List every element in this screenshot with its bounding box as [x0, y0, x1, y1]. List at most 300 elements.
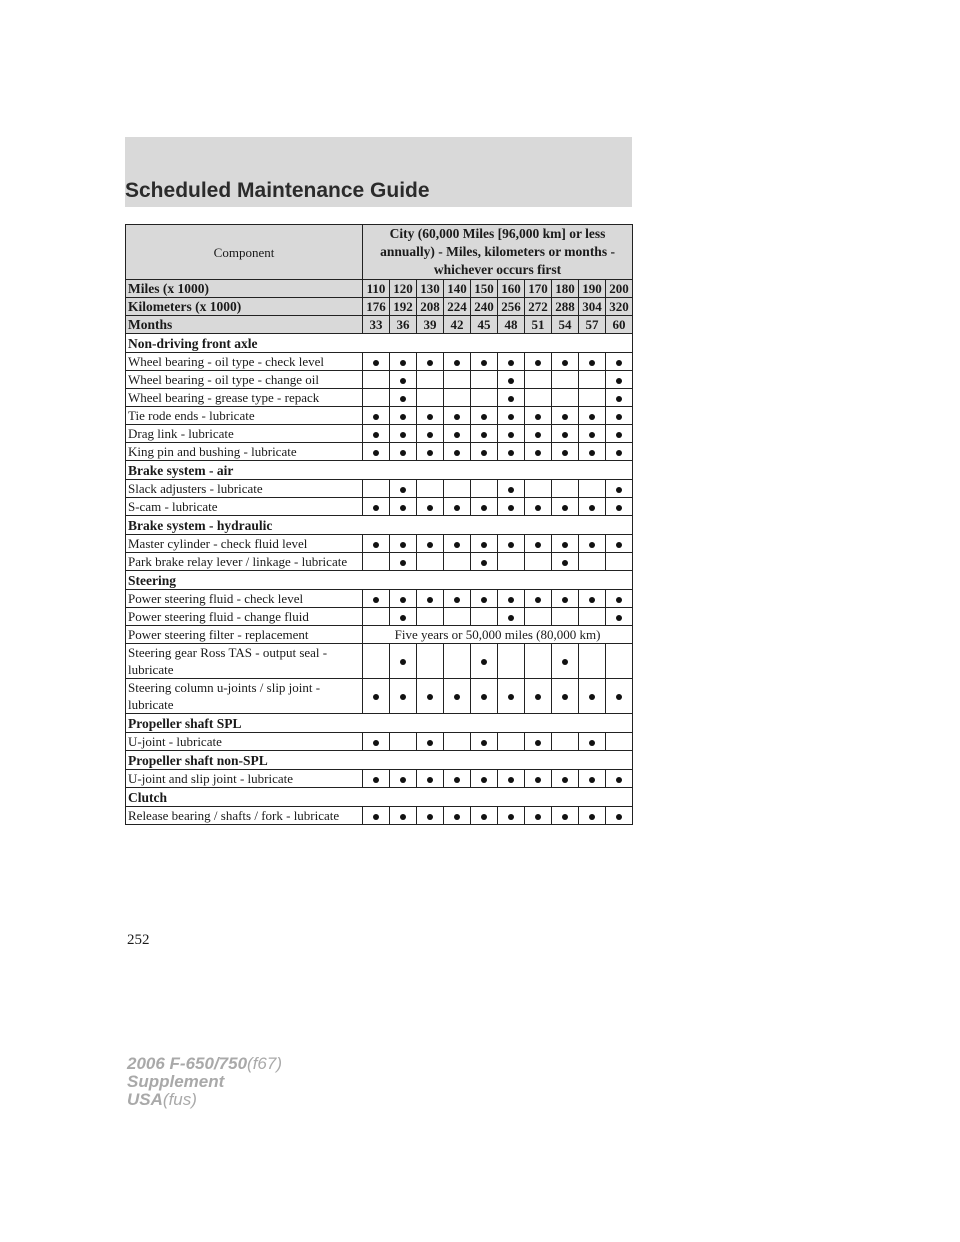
bullet-icon: [454, 450, 460, 456]
schedule-cell: [417, 371, 444, 389]
schedule-cell: [498, 733, 525, 751]
schedule-cell: [444, 498, 471, 516]
item-label: Steering gear Ross TAS - output seal - lubricate: [126, 644, 363, 679]
bullet-icon: [535, 450, 541, 456]
bullet-icon: [373, 740, 379, 746]
section-title: Propeller shaft SPL: [126, 714, 633, 733]
kilometers-value: 256: [498, 298, 525, 316]
section-row: [126, 334, 633, 353]
footer-region-code: (fus): [162, 1090, 197, 1109]
item-label: Steering column u-joints / slip joint - lubricate: [126, 679, 363, 714]
bullet-icon: [400, 777, 406, 783]
schedule-cell: [471, 733, 498, 751]
item-label: Drag link - lubricate: [126, 425, 363, 443]
schedule-cell: [552, 498, 579, 516]
schedule-cell: [363, 407, 390, 425]
bullet-icon: [454, 505, 460, 511]
schedule-cell: [579, 480, 606, 498]
schedule-cell: [579, 407, 606, 425]
schedule-cell: [498, 590, 525, 608]
schedule-cell: [552, 608, 579, 626]
bullet-icon: [616, 615, 622, 621]
kilometers-value: 272: [525, 298, 552, 316]
bullet-icon: [535, 740, 541, 746]
kilometers-value: 240: [471, 298, 498, 316]
schedule-cell: [579, 644, 606, 679]
footer: [127, 1055, 282, 1109]
table-row: [126, 608, 633, 626]
schedule-cell: [471, 807, 498, 825]
bullet-icon: [562, 777, 568, 783]
months-value: 48: [498, 316, 525, 334]
schedule-cell: [525, 679, 552, 714]
table-row: [126, 407, 633, 425]
bullet-icon: [562, 505, 568, 511]
bullet-icon: [535, 597, 541, 603]
kilometers-label: Kilometers (x 1000): [126, 298, 363, 316]
schedule-cell: [390, 679, 417, 714]
bullet-icon: [400, 432, 406, 438]
kilometers-value: 304: [579, 298, 606, 316]
schedule-cell: [363, 807, 390, 825]
schedule-cell: [552, 553, 579, 571]
bullet-icon: [616, 396, 622, 402]
bullet-icon: [454, 360, 460, 366]
schedule-cell: [579, 733, 606, 751]
schedule-cell: [471, 608, 498, 626]
schedule-cell: [417, 644, 444, 679]
schedule-cell: [471, 770, 498, 788]
schedule-cell: [525, 480, 552, 498]
bullet-icon: [616, 487, 622, 493]
schedule-cell: [471, 644, 498, 679]
bullet-icon: [589, 414, 595, 420]
table-row: [126, 770, 633, 788]
schedule-cell: [363, 535, 390, 553]
bullet-icon: [508, 378, 514, 384]
schedule-cell: [525, 807, 552, 825]
schedule-cell: [471, 535, 498, 553]
schedule-cell: [390, 389, 417, 407]
bullet-icon: [400, 505, 406, 511]
bullet-icon: [454, 542, 460, 548]
schedule-cell: [498, 608, 525, 626]
miles-value: 180: [552, 280, 579, 298]
schedule-cell: [498, 770, 525, 788]
schedule-cell: [606, 590, 633, 608]
section-title: Steering: [126, 571, 633, 590]
bullet-icon: [373, 505, 379, 511]
months-value: 54: [552, 316, 579, 334]
schedule-cell: [525, 644, 552, 679]
bullet-icon: [373, 777, 379, 783]
schedule-cell: [390, 770, 417, 788]
schedule-cell: [498, 679, 525, 714]
bullet-icon: [427, 432, 433, 438]
schedule-cell: [606, 553, 633, 571]
schedule-cell: [444, 770, 471, 788]
schedule-cell: [552, 590, 579, 608]
schedule-cell: [363, 371, 390, 389]
bullet-icon: [427, 694, 433, 700]
bullet-icon: [562, 414, 568, 420]
bullet-icon: [373, 414, 379, 420]
schedule-cell: [363, 733, 390, 751]
schedule-cell: [444, 389, 471, 407]
schedule-cell: [363, 590, 390, 608]
schedule-cell: [525, 371, 552, 389]
bullet-icon: [373, 814, 379, 820]
schedule-cell: [390, 733, 417, 751]
bullet-icon: [589, 505, 595, 511]
schedule-cell: [498, 807, 525, 825]
schedule-cell: [552, 644, 579, 679]
bullet-icon: [508, 597, 514, 603]
schedule-cell: [471, 553, 498, 571]
schedule-cell: [606, 353, 633, 371]
table-row: [126, 626, 633, 644]
bullet-icon: [427, 542, 433, 548]
section-row: [126, 751, 633, 770]
schedule-cell: [498, 535, 525, 553]
kilometers-value: 320: [606, 298, 633, 316]
bullet-icon: [589, 814, 595, 820]
bullet-icon: [589, 360, 595, 366]
schedule-cell: [390, 590, 417, 608]
schedule-cell: [417, 679, 444, 714]
bullet-icon: [400, 659, 406, 665]
schedule-cell: [552, 371, 579, 389]
months-value: 33: [363, 316, 390, 334]
bullet-icon: [589, 432, 595, 438]
schedule-cell: [390, 608, 417, 626]
miles-value: 200: [606, 280, 633, 298]
schedule-cell: [498, 644, 525, 679]
schedule-cell: [390, 353, 417, 371]
bullet-icon: [481, 694, 487, 700]
bullet-icon: [454, 814, 460, 820]
bullet-icon: [508, 777, 514, 783]
bullet-icon: [508, 694, 514, 700]
schedule-cell: [417, 480, 444, 498]
bullet-icon: [481, 360, 487, 366]
kilometers-value: 288: [552, 298, 579, 316]
page-number: 252: [127, 932, 150, 948]
section-title: Propeller shaft non-SPL: [126, 751, 633, 770]
bullet-icon: [535, 814, 541, 820]
schedule-cell: [552, 733, 579, 751]
schedule-cell: [498, 407, 525, 425]
bullet-icon: [508, 432, 514, 438]
schedule-cell: [444, 425, 471, 443]
bullet-icon: [616, 378, 622, 384]
bullet-icon: [508, 505, 514, 511]
table-row: [126, 644, 633, 679]
bullet-icon: [400, 414, 406, 420]
bullet-icon: [400, 396, 406, 402]
header-row-city: [126, 225, 633, 280]
bullet-icon: [427, 414, 433, 420]
miles-value: 110: [363, 280, 390, 298]
bullet-icon: [508, 414, 514, 420]
bullet-icon: [400, 542, 406, 548]
bullet-icon: [373, 542, 379, 548]
schedule-cell: [390, 443, 417, 461]
bullet-icon: [589, 740, 595, 746]
schedule-cell: [498, 425, 525, 443]
section-title: Non-driving front axle: [126, 334, 633, 353]
section-row: [126, 714, 633, 733]
table-row: [126, 389, 633, 407]
bullet-icon: [400, 360, 406, 366]
schedule-cell: [471, 389, 498, 407]
table-row: [126, 679, 633, 714]
bullet-icon: [373, 432, 379, 438]
footer-region: USA: [127, 1090, 163, 1109]
bullet-icon: [427, 360, 433, 366]
miles-label: Miles (x 1000): [126, 280, 363, 298]
miles-value: 150: [471, 280, 498, 298]
bullet-icon: [400, 378, 406, 384]
bullet-icon: [616, 360, 622, 366]
item-label: U-joint and slip joint - lubricate: [126, 770, 363, 788]
schedule-cell: [525, 553, 552, 571]
bullet-icon: [427, 450, 433, 456]
schedule-cell: [363, 425, 390, 443]
schedule-cell: [444, 480, 471, 498]
schedule-cell: [417, 608, 444, 626]
schedule-cell: [579, 353, 606, 371]
schedule-cell: [498, 371, 525, 389]
interval-note: Five years or 50,000 miles (80,000 km): [363, 626, 633, 644]
bullet-icon: [535, 360, 541, 366]
miles-value: 140: [444, 280, 471, 298]
bullet-icon: [616, 694, 622, 700]
bullet-icon: [616, 814, 622, 820]
schedule-cell: [417, 733, 444, 751]
schedule-cell: [525, 770, 552, 788]
schedule-cell: [525, 535, 552, 553]
schedule-cell: [417, 590, 444, 608]
schedule-cell: [417, 807, 444, 825]
schedule-cell: [363, 443, 390, 461]
schedule-cell: [444, 553, 471, 571]
bullet-icon: [562, 432, 568, 438]
bullet-icon: [616, 450, 622, 456]
footer-model-code: (f67): [247, 1054, 283, 1073]
schedule-cell: [444, 371, 471, 389]
table-row: [126, 353, 633, 371]
months-row: [126, 316, 633, 334]
bullet-icon: [562, 597, 568, 603]
schedule-cell: [471, 679, 498, 714]
section-title: Brake system - air: [126, 461, 633, 480]
bullet-icon: [373, 450, 379, 456]
schedule-cell: [525, 407, 552, 425]
schedule-cell: [390, 644, 417, 679]
miles-value: 160: [498, 280, 525, 298]
schedule-cell: [525, 498, 552, 516]
kilometers-value: 224: [444, 298, 471, 316]
schedule-cell: [417, 498, 444, 516]
bullet-icon: [400, 450, 406, 456]
schedule-cell: [606, 425, 633, 443]
bullet-icon: [481, 740, 487, 746]
schedule-cell: [498, 389, 525, 407]
schedule-cell: [525, 353, 552, 371]
schedule-cell: [525, 425, 552, 443]
schedule-cell: [606, 807, 633, 825]
schedule-cell: [444, 407, 471, 425]
item-label: Wheel bearing - oil type - check level: [126, 353, 363, 371]
schedule-cell: [363, 480, 390, 498]
schedule-cell: [471, 590, 498, 608]
schedule-cell: [444, 679, 471, 714]
schedule-cell: [390, 480, 417, 498]
schedule-cell: [471, 443, 498, 461]
item-label: Power steering fluid - check level: [126, 590, 363, 608]
schedule-cell: [471, 371, 498, 389]
bullet-icon: [508, 487, 514, 493]
schedule-cell: [444, 353, 471, 371]
miles-row: [126, 280, 633, 298]
schedule-cell: [498, 353, 525, 371]
schedule-cell: [444, 644, 471, 679]
schedule-cell: [552, 770, 579, 788]
table-row: [126, 590, 633, 608]
section-title: Brake system - hydraulic: [126, 516, 633, 535]
schedule-cell: [390, 425, 417, 443]
schedule-cell: [606, 770, 633, 788]
bullet-icon: [562, 814, 568, 820]
schedule-cell: [552, 679, 579, 714]
schedule-cell: [390, 807, 417, 825]
bullet-icon: [454, 777, 460, 783]
kilometers-row: [126, 298, 633, 316]
table-row: [126, 535, 633, 553]
schedule-cell: [417, 353, 444, 371]
schedule-cell: [444, 733, 471, 751]
months-label: Months: [126, 316, 363, 334]
schedule-cell: [363, 498, 390, 516]
miles-value: 120: [390, 280, 417, 298]
schedule-cell: [417, 407, 444, 425]
bullet-icon: [562, 542, 568, 548]
schedule-cell: [579, 608, 606, 626]
schedule-cell: [471, 480, 498, 498]
schedule-cell: [363, 389, 390, 407]
schedule-cell: [390, 535, 417, 553]
schedule-cell: [552, 480, 579, 498]
schedule-cell: [552, 389, 579, 407]
schedule-cell: [444, 608, 471, 626]
bullet-icon: [616, 414, 622, 420]
miles-value: 190: [579, 280, 606, 298]
bullet-icon: [589, 597, 595, 603]
table-row: [126, 371, 633, 389]
schedule-cell: [606, 407, 633, 425]
bullet-icon: [481, 777, 487, 783]
schedule-cell: [579, 553, 606, 571]
months-value: 51: [525, 316, 552, 334]
table-body: [126, 225, 633, 825]
schedule-cell: [390, 498, 417, 516]
schedule-cell: [498, 498, 525, 516]
bullet-icon: [481, 505, 487, 511]
kilometers-value: 192: [390, 298, 417, 316]
schedule-cell: [363, 644, 390, 679]
item-label: Wheel bearing - oil type - change oil: [126, 371, 363, 389]
schedule-cell: [552, 353, 579, 371]
schedule-cell: [579, 807, 606, 825]
bullet-icon: [481, 542, 487, 548]
bullet-icon: [400, 560, 406, 566]
months-value: 42: [444, 316, 471, 334]
schedule-cell: [363, 608, 390, 626]
bullet-icon: [535, 505, 541, 511]
schedule-cell: [552, 535, 579, 553]
schedule-cell: [606, 498, 633, 516]
item-label: Park brake relay lever / linkage - lubricate: [126, 553, 363, 571]
maintenance-table: [125, 224, 633, 825]
bullet-icon: [508, 542, 514, 548]
footer-model: 2006 F-650/750: [127, 1054, 248, 1073]
schedule-cell: [471, 407, 498, 425]
bullet-icon: [616, 777, 622, 783]
schedule-cell: [606, 480, 633, 498]
months-value: 57: [579, 316, 606, 334]
schedule-cell: [579, 389, 606, 407]
header-band: [125, 137, 632, 207]
miles-value: 170: [525, 280, 552, 298]
page-title: Scheduled Maintenance Guide: [125, 179, 430, 202]
item-label: Power steering filter - replacement: [126, 626, 363, 644]
schedule-cell: [579, 443, 606, 461]
schedule-cell: [471, 425, 498, 443]
item-label: Tie rode ends - lubricate: [126, 407, 363, 425]
schedule-cell: [606, 608, 633, 626]
item-label: Wheel bearing - grease type - repack: [126, 389, 363, 407]
table-row: [126, 807, 633, 825]
schedule-cell: [552, 443, 579, 461]
bullet-icon: [535, 777, 541, 783]
schedule-cell: [471, 353, 498, 371]
bullet-icon: [454, 694, 460, 700]
bullet-icon: [427, 814, 433, 820]
schedule-cell: [498, 553, 525, 571]
schedule-cell: [525, 608, 552, 626]
bullet-icon: [508, 396, 514, 402]
bullet-icon: [562, 659, 568, 665]
bullet-icon: [562, 450, 568, 456]
bullet-icon: [454, 432, 460, 438]
bullet-icon: [616, 542, 622, 548]
bullet-icon: [616, 597, 622, 603]
table-row: [126, 425, 633, 443]
bullet-icon: [508, 814, 514, 820]
schedule-cell: [444, 443, 471, 461]
schedule-cell: [417, 553, 444, 571]
table-row: [126, 498, 633, 516]
section-row: [126, 788, 633, 807]
schedule-cell: [417, 770, 444, 788]
schedule-cell: [606, 679, 633, 714]
bullet-icon: [481, 597, 487, 603]
schedule-cell: [606, 535, 633, 553]
bullet-icon: [427, 505, 433, 511]
bullet-icon: [481, 414, 487, 420]
schedule-cell: [579, 535, 606, 553]
